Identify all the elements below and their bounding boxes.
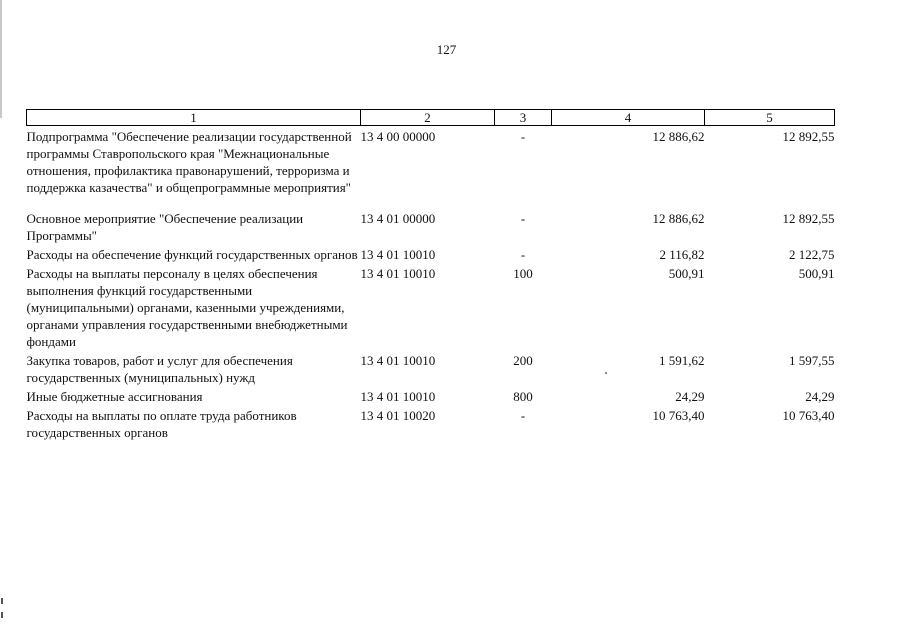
row-name: Расходы на обеспечение функций государственных органов xyxy=(26,247,358,262)
row-amount-col4: 12 886,62 xyxy=(652,129,705,144)
scan-speck xyxy=(605,372,607,374)
row-expense-type: 100 xyxy=(513,266,533,281)
header-col-5: 5 xyxy=(705,110,835,126)
row-expense-type: 200 xyxy=(513,353,533,368)
row-expense-type: - xyxy=(520,211,526,226)
row-amount-col5: 1 597,55 xyxy=(789,353,835,368)
scan-edge-line xyxy=(0,0,2,118)
scan-edge-mark xyxy=(1,598,3,604)
budget-table xyxy=(26,109,835,441)
row-name: Основное мероприятие "Обеспечение реализации Программы" xyxy=(26,211,304,243)
table-row xyxy=(27,350,835,386)
row-amount-col5: 10 763,40 xyxy=(782,408,835,423)
row-name: Иные бюджетные ассигнования xyxy=(26,389,203,404)
table-row xyxy=(27,244,835,263)
page-number: 127 xyxy=(436,42,457,57)
header-col-4: 4 xyxy=(552,110,705,126)
row-amount-col4: 1 591,62 xyxy=(659,353,705,368)
table-body xyxy=(27,126,835,442)
row-name: Подпрограмма "Обеспечение реализации государственной программы Ставропольского края "Межнациональные отношения, профилактика правонарушений, терроризма и поддержка казачества" и общепрограммные мероприятия" xyxy=(26,129,352,195)
row-name: Расходы на выплаты по оплате труда работников государственных органов xyxy=(26,408,297,440)
table-row xyxy=(27,196,835,244)
header-col-2: 2 xyxy=(361,110,495,126)
row-name: Расходы на выплаты персоналу в целях обеспечения выполнения функций государственными (муниципальными) органами, казенными учреждениями, органами управления государственными внебюджетными фондами xyxy=(26,266,348,349)
row-code: 13 4 01 10010 xyxy=(360,389,436,404)
row-name: Закупка товаров, работ и услуг для обеспечения государственных (муниципальных) нужд xyxy=(26,353,293,385)
header-row xyxy=(27,110,835,126)
row-expense-type: - xyxy=(520,408,526,423)
scan-edge-mark xyxy=(1,612,3,618)
row-expense-type: 800 xyxy=(513,389,533,404)
row-amount-col4: 12 886,62 xyxy=(652,211,705,226)
row-amount-col5: 500,91 xyxy=(798,266,835,281)
row-code: 13 4 01 10010 xyxy=(360,266,436,281)
row-code: 13 4 01 10020 xyxy=(360,408,436,423)
table-header xyxy=(27,110,835,126)
row-amount-col4: 2 116,82 xyxy=(659,247,705,262)
row-amount-col5: 2 122,75 xyxy=(789,247,835,262)
row-amount-col5: 12 892,55 xyxy=(782,129,835,144)
row-amount-col4: 24,29 xyxy=(675,389,705,404)
row-expense-type: - xyxy=(520,129,526,144)
table-row xyxy=(27,263,835,350)
row-code: 13 4 01 10010 xyxy=(360,247,436,262)
header-col-1: 1 xyxy=(27,110,361,126)
table-row xyxy=(27,386,835,405)
row-expense-type: - xyxy=(520,247,526,262)
row-code: 13 4 00 00000 xyxy=(360,129,436,144)
row-amount-col4: 10 763,40 xyxy=(652,408,705,423)
row-amount-col5: 24,29 xyxy=(805,389,835,404)
row-amount-col5: 12 892,55 xyxy=(782,211,835,226)
row-code: 13 4 01 10010 xyxy=(360,353,436,368)
row-amount-col4: 500,91 xyxy=(668,266,705,281)
row-code: 13 4 01 00000 xyxy=(360,211,436,226)
table-row xyxy=(27,405,835,441)
header-col-3: 3 xyxy=(495,110,552,126)
table-row xyxy=(27,126,835,197)
